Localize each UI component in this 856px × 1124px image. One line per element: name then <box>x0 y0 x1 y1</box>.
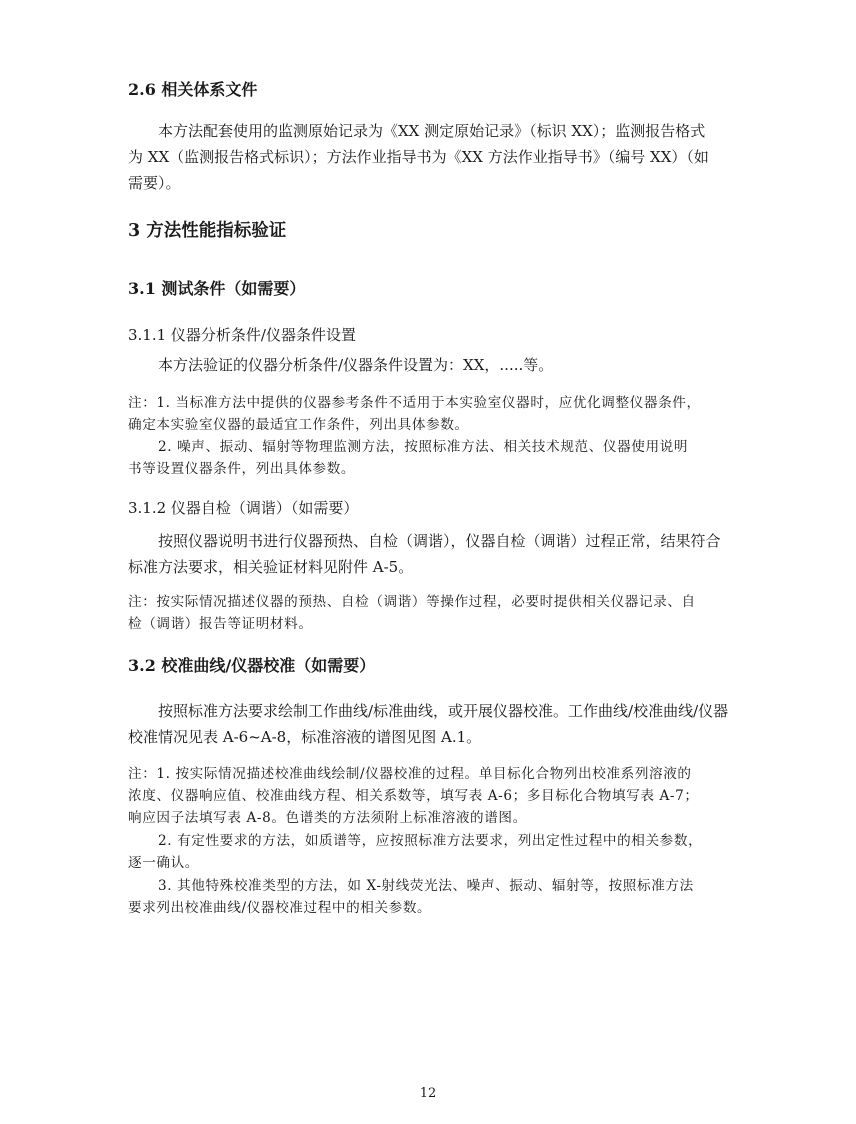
section-3-heading: 3 方法性能指标验证 <box>128 221 287 241</box>
section-3-2-heading: 3.2 校准曲线/仪器校准（如需要） <box>128 656 376 675</box>
section-3-1-2-note-line-1: 注：按实际情况描述仪器的预热、自检（调谐）等操作过程，必要时提供相关仪器记录、自 <box>128 594 696 610</box>
section-3-1-1-note-line-4: 书等设置仪器条件，列出具体参数。 <box>128 461 356 477</box>
section-2-6-heading: 2.6 相关体系文件 <box>128 80 258 99</box>
section-3-1-1-note-line-3: 2. 噪声、振动、辐射等物理监测方法，按照标准方法、相关技术规范、仪器使用说明 <box>158 439 689 455</box>
section-2-6-paragraph-line-2: 为 XX（监测报告格式标识）；方法作业指导书为《XX 方法作业指导书》（编号 XX）（如 <box>128 148 709 166</box>
section-2-6-paragraph-line-3: 需要）。 <box>128 174 181 192</box>
section-3-1-2-heading: 3.1.2 仪器自检（调谐）（如需要） <box>128 499 359 517</box>
section-3-1-heading: 3.1 测试条件（如需要） <box>128 279 306 298</box>
section-3-1-2-paragraph-line-2: 标准方法要求，相关验证材料见附件 A-5。 <box>128 558 414 576</box>
section-3-2-note-line-2: 浓度、仪器响应值、校准曲线方程、相关系数等，填写表 A-6；多目标化合物填写表 A-7； <box>128 788 699 804</box>
page-number: 12 <box>419 1086 437 1101</box>
section-3-2-note-line-4: 2. 有定性要求的方法，如质谱等，应按照标准方法要求，列出定性过程中的相关参数， <box>158 833 703 849</box>
section-3-2-note-line-3: 响应因子法填写表 A-8。色谱类的方法须附上标准溶液的谱图。 <box>128 810 527 826</box>
section-3-2-note-line-1: 注：1. 按实际情况描述校准曲线绘制/仪器校准的过程。单目标化合物列出校准系列溶液的 <box>128 766 692 782</box>
section-3-2-paragraph-line-2: 校准情况见表 A-6~A-8，标准溶液的谱图见图 A.1。 <box>128 728 482 746</box>
section-3-2-note-line-7: 要求列出校准曲线/仪器校准过程中的相关参数。 <box>128 900 432 916</box>
section-3-1-1-note-line-1: 注：1. 当标准方法中提供的仪器参考条件不适用于本实验室仪器时，应优化调整仪器条件， <box>128 395 701 411</box>
section-3-2-paragraph-line-1: 按照标准方法要求绘制工作曲线/标准曲线，或开展仪器校准。工作曲线/校准曲线/仪器 <box>158 702 729 720</box>
section-3-2-note-line-5: 逐一确认。 <box>128 855 199 871</box>
section-3-1-2-note-line-2: 检（调谐）报告等证明材料。 <box>128 616 313 632</box>
section-3-1-2-paragraph-line-1: 按照仪器说明书进行仪器预热、自检（调谐），仪器自检（调谐）过程正常，结果符合 <box>158 532 721 550</box>
section-2-6-paragraph-line-1: 本方法配套使用的监测原始记录为《XX 测定原始记录》（标识 XX）；监测报告格式 <box>158 122 706 140</box>
section-3-2-note-line-6: 3. 其他特殊校准类型的方法，如 X-射线荧光法、噪声、振动、辐射等，按照标准方法 <box>158 878 694 894</box>
section-3-1-1-note-line-2: 确定本实验室仪器的最适宜工作条件，列出具体参数。 <box>128 417 469 433</box>
section-3-1-1-paragraph: 本方法验证的仪器分析条件/仪器条件设置为：XX，.....等。 <box>158 356 554 374</box>
section-3-1-1-heading: 3.1.1 仪器分析条件/仪器条件设置 <box>128 326 356 344</box>
